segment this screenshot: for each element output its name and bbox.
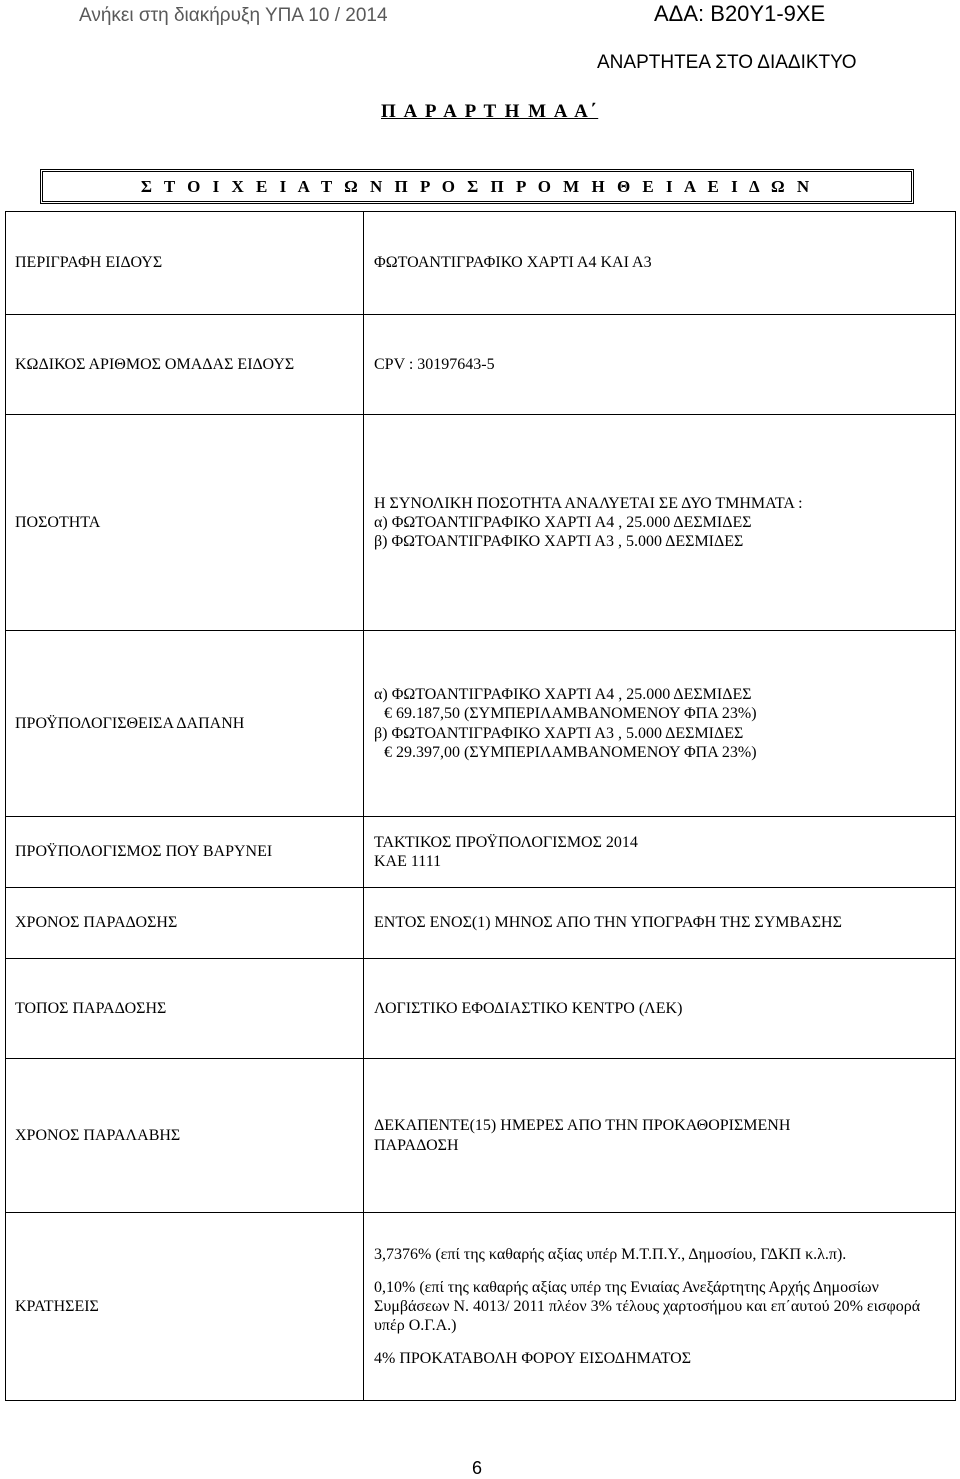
table-row-description (6, 212, 956, 315)
table-row-receipt-time (6, 1059, 956, 1213)
quantity-line: α) ΦΩΤΟΑΝΤΙΓΡΑΦΙΚΟ ΧΑΡΤΙ Α4 , 25.000 ΔΕΣΜΙΔΕΣ (374, 513, 752, 531)
specification-table (5, 211, 956, 1401)
row-value (364, 1059, 956, 1213)
receipt-line: ΔΕΚΑΠΕΝΤΕ(15) ΗΜΕΡΕΣ ΑΠΟ ΤΗΝ ΠΡΟΚΑΘΟΡΙΣΜΕΝΗ (374, 1117, 791, 1135)
row-value (364, 415, 956, 631)
table-row-quantity (6, 415, 956, 631)
deduction-paragraph: 0,10% (επί της καθαρής αξίας υπέρ της Ενιαίας Ανεξάρτητης Αρχής Δημοσίων Συμβάσεων Ν. 4013/ 2011 πλέον 3% τέλους χαρτοσήμου και επ΄αυτού 20% εισφορά υπέρ Ο.Γ.Α.) (374, 1278, 921, 1335)
table-row-delivery-place (6, 959, 956, 1059)
cost-line: α) ΦΩΤΟΑΝΤΙΓΡΑΦΙΚΟ ΧΑΡΤΙ Α4 , 25.000 ΔΕΣΜΙΔΕΣ (374, 686, 752, 704)
row-label: ΠΡΟΫΠΟΛΟΓΙΣΘΕΙΣΑ ΔΑΠΑΝΗ (6, 631, 364, 817)
row-label: ΠΟΣΟΤΗΤΑ (6, 415, 364, 631)
deduction-paragraph: 4% ΠΡΟΚΑΤΑΒΟΛΗ ΦΟΡΟΥ ΕΙΣΟΔΗΜΑΤΟΣ (374, 1350, 692, 1368)
header-publish-note: ΑΝΑΡΤΗΤΕΑ ΣΤΟ ΔΙΑΔΙΚΤΥΟ (597, 52, 857, 73)
row-label: ΤΟΠΟΣ ΠΑΡΑΔΟΣΗΣ (6, 959, 364, 1059)
row-value (364, 817, 956, 888)
table-row-delivery-time (6, 888, 956, 959)
row-label: ΧΡΟΝΟΣ ΠΑΡΑΔΟΣΗΣ (6, 888, 364, 959)
page-number: 6 (472, 1458, 483, 1478)
budget-line: ΚΑΕ 1111 (374, 853, 442, 870)
cost-line: β) ΦΩΤΟΑΝΤΙΓΡΑΦΙΚΟ ΧΑΡΤΙ Α3 , 5.000 ΔΕΣΜΙΔΕΣ (374, 724, 744, 742)
row-value: ΦΩΤΟΑΝΤΙΓΡΑΦΙΚΟ ΧΑΡΤΙ Α4 ΚΑΙ Α3 (364, 212, 956, 315)
annex-title: Π Α Ρ Α Ρ Τ Η Μ Α Α΄ (381, 101, 599, 122)
deduction-paragraph: 3,7376% (επί της καθαρής αξίας υπέρ Μ.Τ.Π.Υ., Δημοσίου, ΓΔΚΠ κ.λ.π). (374, 1245, 847, 1263)
table-row-budget-cost (6, 631, 956, 817)
row-value: ΛΟΓΙΣΤΙΚΟ ΕΦΟΔΙΑΣΤΙΚΟ ΚΕΝΤΡΟ (ΛΕΚ) (364, 959, 956, 1059)
document-title: Σ Τ Ο Ι Χ Ε Ι Α Τ Ω Ν Π Ρ Ο Σ Π Ρ Ο Μ Η Θ Ε Ι Α Ε Ι Δ Ω Ν (140, 176, 814, 196)
row-value (364, 1213, 956, 1401)
header-doc-reference: Ανήκει στη διακήρυξη ΥΠΑ 10 / 2014 (79, 5, 388, 26)
row-label: ΠΡΟΫΠΟΛΟΓΙΣΜΟΣ ΠΟΥ ΒΑΡΥΝΕΙ (6, 817, 364, 888)
row-value: ΕΝΤΟΣ ΕΝΟΣ(1) ΜΗΝΟΣ ΑΠΟ ΤΗΝ ΥΠΟΓΡΑΦΗ ΤΗΣ ΣΥΜΒΑΣΗΣ (364, 888, 956, 959)
receipt-line: ΠΑΡΑΔΟΣΗ (374, 1136, 459, 1154)
row-label: ΚΡΑΤΗΣΕΙΣ (6, 1213, 364, 1401)
cost-amount: € 29.397,00 (ΣΥΜΠΕΡΙΛΑΜΒΑΝΟΜΕΝΟΥ ΦΠΑ 23%) (384, 743, 757, 761)
row-label: ΧΡΟΝΟΣ ΠΑΡΑΛΑΒΗΣ (6, 1059, 364, 1213)
header-ada-code: ΑΔΑ: Β20Υ1-9ΧΕ (654, 1, 826, 26)
table-row-budget (6, 817, 956, 888)
title-box (40, 169, 914, 204)
quantity-line: β) ΦΩΤΟΑΝΤΙΓΡΑΦΙΚΟ ΧΑΡΤΙ Α3 , 5.000 ΔΕΣΜΙΔΕΣ (374, 533, 744, 551)
cost-amount: € 69.187,50 (ΣΥΜΠΕΡΙΛΑΜΒΑΝΟΜΕΝΟΥ ΦΠΑ 23%) (384, 705, 757, 723)
row-value: CPV : 30197643-5 (364, 315, 956, 415)
row-label: ΚΩΔΙΚΟΣ ΑΡΙΘΜΟΣ ΟΜΑΔΑΣ ΕΙΔΟΥΣ (6, 315, 364, 415)
row-value (364, 631, 956, 817)
budget-line: ΤΑΚΤΙΚΟΣ ΠΡΟΫΠΟΛΟΓΙΣΜΟΣ 2014 (374, 833, 638, 851)
quantity-line: Η ΣΥΝΟΛΙΚΗ ΠΟΣΟΤΗΤΑ ΑΝΑΛΥΕΤΑΙ ΣΕ ΔΥΟ ΤΜΗΜΑΤΑ : (374, 494, 803, 512)
table-row-code (6, 315, 956, 415)
row-label: ΠΕΡΙΓΡΑΦΗ ΕΙΔΟΥΣ (6, 212, 364, 315)
table-row-deductions (6, 1213, 956, 1401)
